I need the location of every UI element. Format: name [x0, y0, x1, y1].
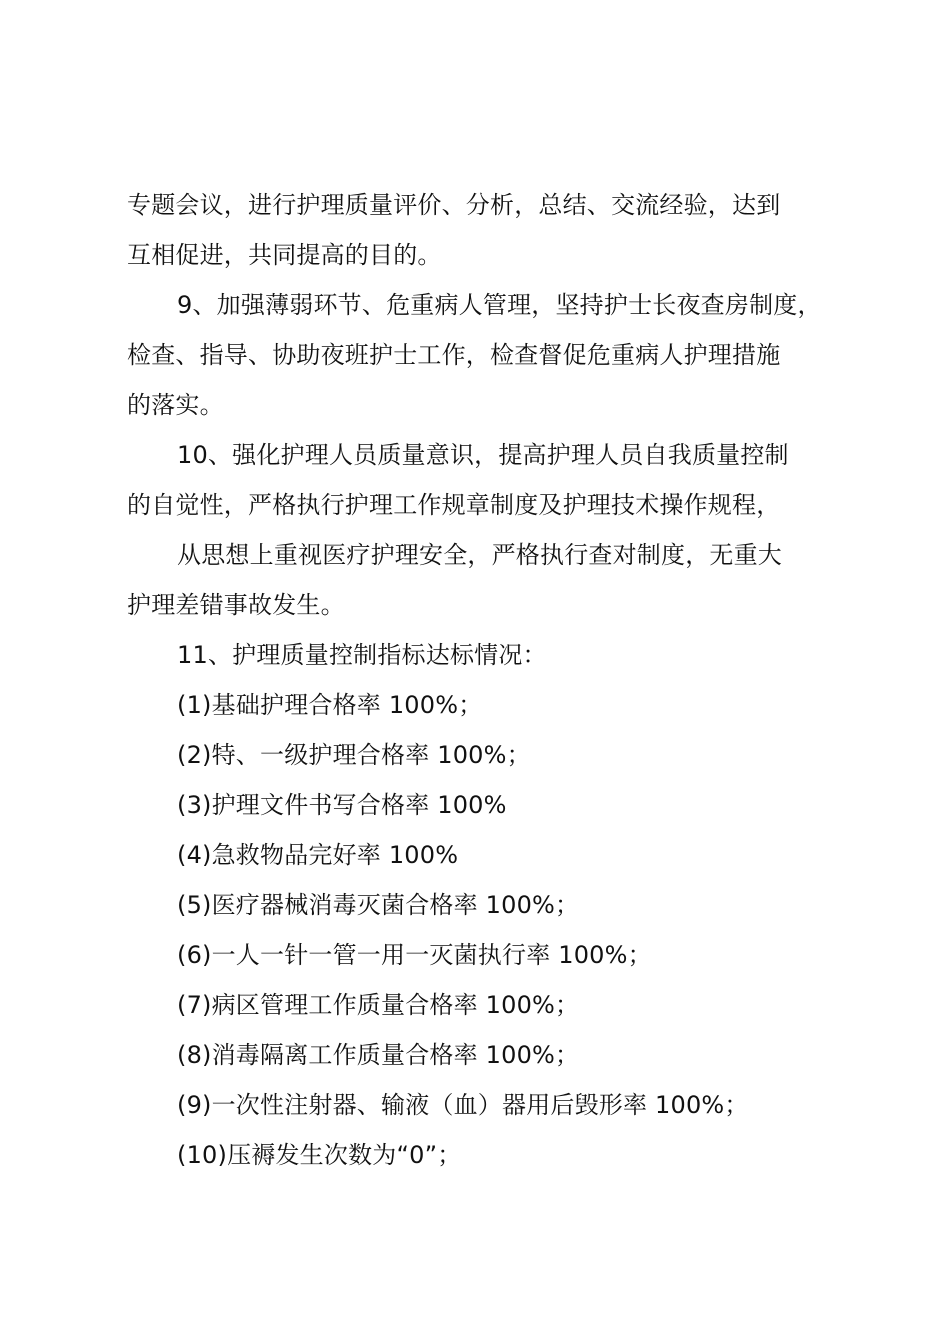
paragraph-line: 的自觉性，严格执行护理工作规章制度及护理技术操作规程，	[127, 491, 781, 519]
paragraph-line: 检查、指导、协助夜班护士工作，检查督促危重病人护理措施	[127, 341, 781, 369]
paragraph-line: 互相促进，共同提高的目的。	[127, 241, 442, 269]
list-item: (1)基础护理合格率 100%；	[177, 691, 483, 719]
list-item: (9)一次性注射器、输液（血）器用后毁形率 100%；	[177, 1091, 749, 1119]
list-item: (8)消毒隔离工作质量合格率 100%；	[177, 1041, 580, 1069]
document-body	[127, 180, 847, 1180]
paragraph-line: 9、加强薄弱环节、危重病人管理，坚持护士长夜查房制度，	[177, 291, 822, 319]
list-item: (7)病区管理工作质量合格率 100%；	[177, 991, 580, 1019]
list-item: (5)医疗器械消毒灭菌合格率 100%；	[177, 891, 580, 919]
list-item: (2)特、一级护理合格率 100%；	[177, 741, 531, 769]
paragraph-line: 从思想上重视医疗护理安全，严格执行查对制度，无重大	[177, 541, 782, 569]
paragraph-line: 的落实。	[127, 391, 224, 419]
paragraph-line: 护理差错事故发生。	[127, 591, 345, 619]
list-item: (3)护理文件书写合格率 100%	[177, 791, 507, 819]
section-heading: 11、护理质量控制指标达标情况：	[177, 641, 547, 669]
list-item: (10)压褥发生次数为“0”；	[177, 1141, 462, 1169]
paragraph-line: 10、强化护理人员质量意识，提高护理人员自我质量控制	[177, 441, 789, 469]
list-item: (6)一人一针一管一用一灭菌执行率 100%；	[177, 941, 652, 969]
list-item: (4)急救物品完好率 100%	[177, 841, 459, 869]
paragraph-line: 专题会议，进行护理质量评价、分析，总结、交流经验，达到	[127, 191, 781, 219]
